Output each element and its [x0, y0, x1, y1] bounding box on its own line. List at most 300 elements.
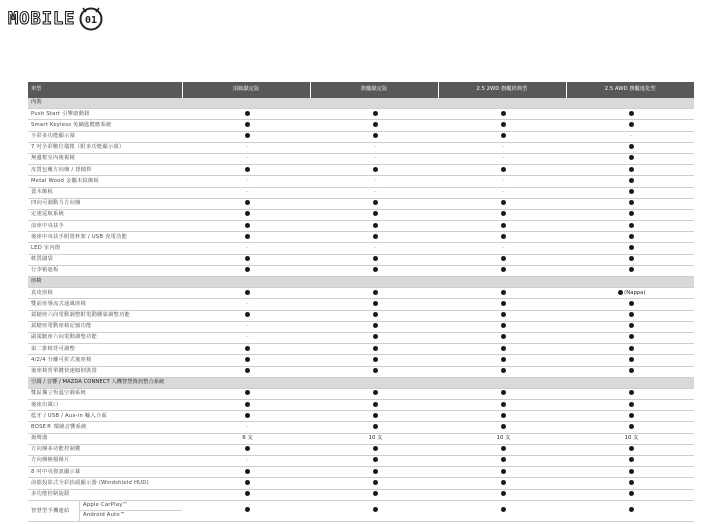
- standard-dot-icon: [501, 167, 506, 172]
- not-available-mark: -: [246, 423, 249, 430]
- standard-dot-icon: [501, 234, 506, 239]
- spec-value: [438, 243, 566, 254]
- spec-value: [566, 288, 694, 299]
- standard-dot-icon: [245, 234, 250, 239]
- standard-dot-icon: [629, 144, 634, 149]
- feature-label: 駕駛座六向電動調整附電動腰靠調整功能: [28, 310, 182, 321]
- standard-dot-icon: [373, 267, 378, 272]
- standard-dot-icon: [373, 334, 378, 339]
- feature-label: 後座中央扶手附置杯架 / USB 充電功能: [28, 232, 182, 243]
- standard-dot-icon: [245, 223, 250, 228]
- table-row: [28, 243, 694, 254]
- feature-label: Push Start 引擎啟動鈕: [28, 109, 182, 120]
- standard-dot-icon: [501, 122, 506, 127]
- spec-value: [310, 321, 438, 332]
- spec-value: [182, 332, 310, 343]
- standard-dot-icon: [501, 368, 506, 373]
- standard-dot-icon: [629, 200, 634, 205]
- standard-dot-icon: [629, 390, 634, 395]
- table-row: [28, 187, 694, 198]
- spec-value: [182, 254, 310, 265]
- spec-value: [182, 489, 310, 500]
- spec-value: [566, 489, 694, 500]
- not-available-mark: -: [374, 155, 377, 162]
- spec-value: [182, 467, 310, 478]
- standard-dot-icon: [629, 122, 634, 127]
- table-header-row: [28, 82, 694, 98]
- standard-dot-icon: [629, 178, 634, 183]
- spec-value: [438, 198, 566, 209]
- standard-dot-icon: [373, 491, 378, 496]
- feature-cell-smart-link: [28, 500, 182, 521]
- spec-value: [566, 400, 694, 411]
- logo-badge-icon: [77, 6, 105, 32]
- table-row: [28, 489, 694, 500]
- standard-dot-icon: [629, 267, 634, 272]
- spec-value: [310, 221, 438, 232]
- standard-dot-icon: [373, 312, 378, 317]
- section-header-row: [28, 377, 694, 388]
- spec-value: [182, 344, 310, 355]
- feature-label: Metal Wood 金屬木紋飾板: [28, 176, 182, 187]
- not-available-mark: -: [246, 155, 249, 162]
- standard-dot-icon: [629, 234, 634, 239]
- not-available-mark: -: [502, 155, 505, 162]
- table-row: [28, 120, 694, 131]
- table-row: [28, 153, 694, 164]
- not-available-mark: -: [374, 144, 377, 151]
- spec-value: [310, 310, 438, 321]
- spec-value: [310, 355, 438, 366]
- standard-dot-icon: [629, 357, 634, 362]
- section-title: 座椅: [28, 277, 694, 288]
- spec-value: [182, 366, 310, 377]
- standard-dot-icon: [373, 256, 378, 261]
- site-logo: [8, 6, 105, 32]
- standard-dot-icon: [629, 334, 634, 339]
- spec-value: [182, 355, 310, 366]
- feature-label: 定速巡航系統: [28, 209, 182, 220]
- standard-dot-icon: [373, 346, 378, 351]
- not-available-mark: -: [246, 334, 249, 341]
- spec-value: [438, 232, 566, 243]
- table-row: [28, 388, 694, 399]
- spec-value: [566, 411, 694, 422]
- standard-dot-icon: [245, 111, 250, 116]
- standard-dot-icon: [245, 368, 250, 373]
- spec-value: [310, 444, 438, 455]
- standard-dot-icon: [629, 223, 634, 228]
- feature-label: 前座中央扶手: [28, 221, 182, 232]
- table-row: [28, 400, 694, 411]
- feature-label: 賣木飾板: [28, 187, 182, 198]
- table-row: [28, 232, 694, 243]
- not-available-mark: -: [502, 144, 505, 151]
- spec-value: [310, 153, 438, 164]
- spec-value: [310, 422, 438, 433]
- spec-value: [566, 299, 694, 310]
- spec-value: [566, 243, 694, 254]
- standard-dot-icon: [373, 368, 378, 373]
- table-row: [28, 142, 694, 153]
- spec-value: [182, 288, 310, 299]
- standard-dot-icon: [373, 390, 378, 395]
- spec-value: [566, 332, 694, 343]
- spec-value: [438, 153, 566, 164]
- spec-value: [182, 400, 310, 411]
- spec-value: [438, 209, 566, 220]
- spec-value: [566, 109, 694, 120]
- standard-dot-icon: [373, 507, 378, 512]
- spec-value: [182, 265, 310, 276]
- header-trim-3: 2.5 2WD 旗艦經典型: [438, 82, 566, 98]
- feature-label: 4/2/4 分離可折式後座椅: [28, 355, 182, 366]
- spec-value: [438, 187, 566, 198]
- logo-text: MOBILE: [8, 9, 76, 29]
- spec-value: [438, 444, 566, 455]
- standard-dot-icon: [373, 111, 378, 116]
- spec-value: [566, 209, 694, 220]
- standard-dot-icon: [629, 346, 634, 351]
- spec-value: [566, 131, 694, 142]
- standard-dot-icon: [501, 390, 506, 395]
- standard-dot-icon: [373, 290, 378, 295]
- feature-label: 軟質儲袋: [28, 254, 182, 265]
- standard-dot-icon: [629, 211, 634, 216]
- standard-dot-icon: [245, 167, 250, 172]
- feature-label: 7 吋全彩數位儀錶（附多功能顯示幕）: [28, 142, 182, 153]
- standard-dot-icon: [245, 446, 250, 451]
- standard-dot-icon: [245, 357, 250, 362]
- standard-dot-icon: [245, 390, 250, 395]
- table-row: [28, 288, 694, 299]
- not-available-mark: -: [246, 177, 249, 184]
- standard-dot-icon: [501, 211, 506, 216]
- standard-dot-icon: [629, 507, 634, 512]
- spec-value: [566, 321, 694, 332]
- standard-dot-icon: [629, 301, 634, 306]
- spec-value: [438, 265, 566, 276]
- spec-value: [566, 265, 694, 276]
- not-available-mark: -: [374, 188, 377, 195]
- spec-value: [566, 176, 694, 187]
- standard-dot-icon: [629, 312, 634, 317]
- feature-label: 四向可調動力方向盤: [28, 198, 182, 209]
- standard-dot-icon: [501, 446, 506, 451]
- spec-value: [310, 344, 438, 355]
- spec-value: [438, 254, 566, 265]
- spec-value: [182, 153, 310, 164]
- standard-dot-icon: [501, 469, 506, 474]
- spec-value: [310, 288, 438, 299]
- table-row: [28, 332, 694, 343]
- standard-dot-icon: [245, 480, 250, 485]
- spec-value: [438, 411, 566, 422]
- table-row: [28, 355, 694, 366]
- not-available-mark: -: [246, 144, 249, 151]
- spec-value: [182, 411, 310, 422]
- spec-value: [310, 120, 438, 131]
- standard-dot-icon: [373, 457, 378, 462]
- standard-dot-icon: [245, 413, 250, 418]
- spec-value: 10 支: [566, 433, 694, 444]
- standard-dot-icon: [501, 200, 506, 205]
- spec-value: [438, 131, 566, 142]
- spec-value: [438, 489, 566, 500]
- spec-value: [438, 400, 566, 411]
- spec-value: [438, 310, 566, 321]
- feature-label: 後座出風口: [28, 400, 182, 411]
- standard-dot-icon: [629, 111, 634, 116]
- standard-dot-icon: [373, 301, 378, 306]
- header-model: 車型: [28, 82, 182, 98]
- spec-value: [310, 265, 438, 276]
- standard-dot-icon: [501, 491, 506, 496]
- feature-label: BOSE® 環繞音響系統: [28, 422, 182, 433]
- spec-value: [182, 221, 310, 232]
- spec-value: [182, 142, 310, 153]
- standard-dot-icon: [629, 256, 634, 261]
- standard-dot-icon: [245, 200, 250, 205]
- spec-value: [566, 500, 694, 521]
- spec-value: [438, 176, 566, 187]
- section-header-row: [28, 277, 694, 288]
- standard-dot-icon: [245, 346, 250, 351]
- spec-value: [566, 355, 694, 366]
- feature-label: 方向盤換檔撥片: [28, 456, 182, 467]
- feature-label: LED 室內燈: [28, 243, 182, 254]
- table-row: [28, 467, 694, 478]
- standard-dot-icon: [245, 507, 250, 512]
- spec-value: [182, 500, 310, 521]
- spec-value: [310, 456, 438, 467]
- standard-dot-icon: [373, 223, 378, 228]
- standard-dot-icon: [629, 480, 634, 485]
- spec-value: [566, 120, 694, 131]
- standard-dot-icon: [501, 133, 506, 138]
- standard-dot-icon: [629, 402, 634, 407]
- standard-dot-icon: [501, 267, 506, 272]
- standard-dot-icon: [373, 211, 378, 216]
- spec-value: [438, 366, 566, 377]
- spec-value: 6 支: [182, 433, 310, 444]
- standard-dot-icon: [629, 424, 634, 429]
- spec-value: [310, 299, 438, 310]
- standard-dot-icon: [245, 256, 250, 261]
- feature-label: 副駕駛座六向電動調整功能: [28, 332, 182, 343]
- standard-dot-icon: [629, 368, 634, 373]
- feature-label: 駕駛座電動座椅記憶功能: [28, 321, 182, 332]
- feature-label: 皮質包覆方向盤 / 排檔桿: [28, 165, 182, 176]
- spec-value: [566, 310, 694, 321]
- spec-value: [182, 120, 310, 131]
- spec-value: [310, 411, 438, 422]
- spec-value: 10 支: [438, 433, 566, 444]
- spec-value: [566, 153, 694, 164]
- spec-value: [310, 332, 438, 343]
- feature-label: 揚聲器: [28, 433, 182, 444]
- table-row: [28, 321, 694, 332]
- spec-value: [182, 232, 310, 243]
- spec-value: [310, 187, 438, 198]
- spec-value: [566, 444, 694, 455]
- table-row: [28, 456, 694, 467]
- spec-value: [182, 176, 310, 187]
- spec-value: [182, 187, 310, 198]
- logo-badge-text: 01: [85, 15, 98, 26]
- spec-value: [438, 467, 566, 478]
- spec-value: [310, 232, 438, 243]
- feature-label: 行李箱遮板: [28, 265, 182, 276]
- table-row: [28, 478, 694, 489]
- standard-dot-icon: [373, 133, 378, 138]
- standard-dot-icon: [629, 446, 634, 451]
- table-row: [28, 433, 694, 444]
- table-row: [28, 310, 694, 321]
- spec-value: [566, 254, 694, 265]
- spec-value: [566, 422, 694, 433]
- standard-dot-icon: [629, 491, 634, 496]
- standard-dot-icon: [629, 155, 634, 160]
- spec-value: [438, 120, 566, 131]
- spec-table: [28, 82, 694, 522]
- header-trim-4: 2.5 AWD 旗艦進化型: [566, 82, 694, 98]
- feature-label: 智慧型手機連結: [31, 507, 70, 514]
- spec-value: [182, 444, 310, 455]
- spec-value: [182, 321, 310, 332]
- table-row: [28, 131, 694, 142]
- spec-value: [438, 332, 566, 343]
- feature-label: 雙區獨立恆溫空調系統: [28, 388, 182, 399]
- standard-dot-icon: [245, 402, 250, 407]
- section-title: 內裝: [28, 98, 694, 109]
- spec-value: [182, 131, 310, 142]
- standard-dot-icon: [245, 469, 250, 474]
- spec-value: [310, 109, 438, 120]
- not-available-mark: -: [246, 457, 249, 464]
- spec-value: [310, 165, 438, 176]
- standard-dot-icon: [373, 480, 378, 485]
- table-row: [28, 221, 694, 232]
- feature-label: 第二排椅背可調整: [28, 344, 182, 355]
- spec-value: [310, 254, 438, 265]
- standard-dot-icon: [373, 446, 378, 451]
- spec-value: [438, 355, 566, 366]
- table-row: [28, 444, 694, 455]
- standard-dot-icon: [501, 256, 506, 261]
- standard-dot-icon: [501, 111, 506, 116]
- spec-value: [566, 344, 694, 355]
- spec-value: [182, 299, 310, 310]
- spec-value: [310, 366, 438, 377]
- spec-value: [438, 321, 566, 332]
- feature-label: 方向盤多功能控制鍵: [28, 444, 182, 455]
- standard-dot-icon: [629, 413, 634, 418]
- spec-value: 10 支: [310, 433, 438, 444]
- spec-value: [566, 388, 694, 399]
- not-available-mark: -: [502, 244, 505, 251]
- standard-dot-icon: [501, 413, 506, 418]
- standard-dot-icon: [629, 457, 634, 462]
- standard-dot-icon: [501, 312, 506, 317]
- smart-link-item: Apple CarPlay™: [83, 501, 129, 508]
- spec-value: [438, 142, 566, 153]
- spec-value: [438, 478, 566, 489]
- standard-dot-icon: [245, 133, 250, 138]
- standard-dot-icon: [501, 290, 506, 295]
- standard-dot-icon: [501, 223, 506, 228]
- standard-dot-icon: [501, 301, 506, 306]
- spec-value: [566, 142, 694, 153]
- spec-value: [182, 209, 310, 220]
- smart-link-item: Android Auto™: [80, 510, 182, 521]
- spec-value: [438, 422, 566, 433]
- table-row: [28, 422, 694, 433]
- not-available-mark: -: [374, 244, 377, 251]
- spec-value: [182, 198, 310, 209]
- standard-dot-icon: [373, 122, 378, 127]
- standard-dot-icon: [373, 200, 378, 205]
- standard-dot-icon: [501, 357, 506, 362]
- spec-value: [566, 221, 694, 232]
- standard-dot-icon: [373, 167, 378, 172]
- standard-dot-icon: [501, 334, 506, 339]
- table-row: [28, 109, 694, 120]
- spec-value: [310, 489, 438, 500]
- standard-dot-icon: [501, 507, 506, 512]
- spec-value: [566, 467, 694, 478]
- spec-value: [566, 165, 694, 176]
- standard-dot-icon: [373, 357, 378, 362]
- standard-dot-icon: [245, 290, 250, 295]
- table-row: [28, 265, 694, 276]
- spec-value: [310, 209, 438, 220]
- feature-label: Smart Keyless 免鑰匙健應系統: [28, 120, 182, 131]
- spec-value: [310, 400, 438, 411]
- feature-label: 真皮座椅: [28, 288, 182, 299]
- standard-dot-icon: [245, 312, 250, 317]
- feature-label: 多功能控制旋鈕: [28, 489, 182, 500]
- feature-label: 後座椅背單鍵快速傾倒裝置: [28, 366, 182, 377]
- spec-value: [182, 456, 310, 467]
- table-row: [28, 299, 694, 310]
- table-row: [28, 165, 694, 176]
- not-available-mark: -: [246, 244, 249, 251]
- spec-value: [310, 142, 438, 153]
- feature-label: 前擋投影式全彩抬頭顯示器 (Windshield HUD): [28, 478, 182, 489]
- spec-value: [438, 299, 566, 310]
- standard-dot-icon: [373, 424, 378, 429]
- header-trim-1: 頂級獻定版: [182, 82, 310, 98]
- spec-value: [310, 243, 438, 254]
- standard-dot-icon: [373, 323, 378, 328]
- spec-value: [438, 165, 566, 176]
- section-header-row: [28, 98, 694, 109]
- spec-value: [310, 131, 438, 142]
- standard-dot-icon: [245, 491, 250, 496]
- standard-dot-icon: [501, 457, 506, 462]
- table-row: [28, 176, 694, 187]
- feature-label: 無邊框室內後視鏡: [28, 153, 182, 164]
- standard-dot-icon: [245, 267, 250, 272]
- standard-dot-icon: [245, 122, 250, 127]
- standard-dot-icon: [373, 234, 378, 239]
- feature-label: 8 吋中央資訊顯示幕: [28, 467, 182, 478]
- feature-label: 全彩多功能顯示幕: [28, 131, 182, 142]
- spec-value: [182, 422, 310, 433]
- spec-value: [566, 187, 694, 198]
- spec-value: [310, 176, 438, 187]
